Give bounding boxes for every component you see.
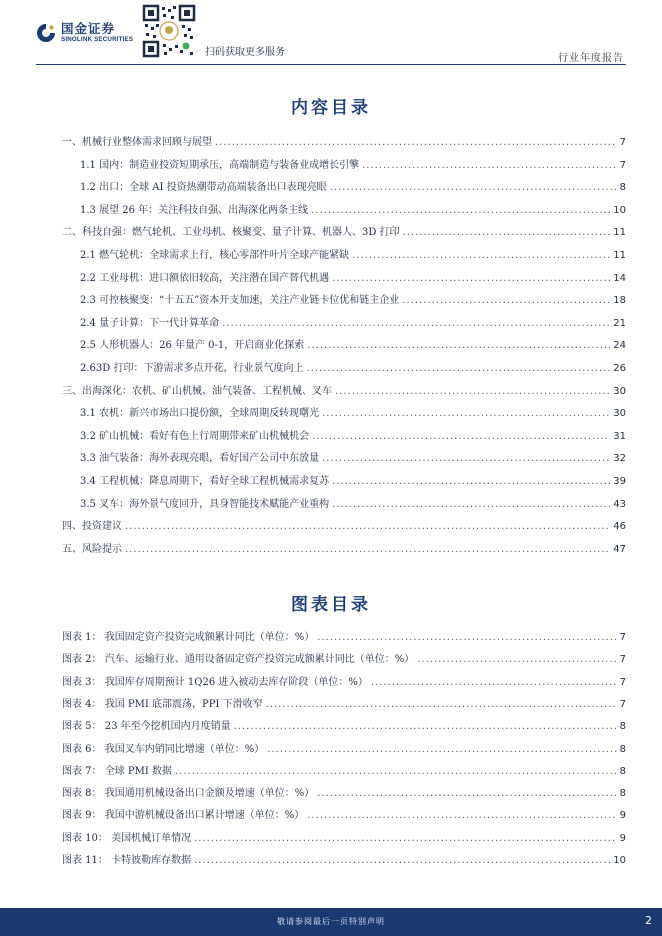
toc-leader-dots [322,408,610,419]
toc-entry-page: 24 [613,340,626,352]
toc-entry[interactable] [62,695,626,711]
toc-entry-label: 3.5 叉车：海外景气度回升，具身智能技术赋能产业重构 [80,498,330,510]
toc-entry-page: 11 [613,250,626,261]
toc-entry-page: 7 [619,137,626,148]
toc-entry-label: 图表 5： 23 年至今挖机国内月度销量 [62,721,231,733]
toc-entry-page: 39 [613,476,626,487]
toc-entry-label: 图表 11： 卡特彼勒库存数据 [62,855,192,866]
toc-entry[interactable] [80,246,626,262]
toc-leader-dots [194,855,610,866]
toc-entry-label: 3.3 油气装备：海外表现亮眼，看好国产公司中东放量 [80,453,320,465]
toc-entry[interactable] [62,673,626,689]
toc-entry-page: 7 [619,654,626,666]
toc-entry-label: 1.3 展望 26 年：关注科技自强、出海深化两条主线 [80,204,309,216]
toc-leader-dots [417,654,616,665]
toc-entry-label: 四、投资建议 [62,521,122,533]
toc-leader-dots [317,788,616,799]
toc-leader-dots [362,160,617,171]
toc-entry-page: 47 [613,543,626,555]
toc-entry-label: 2.2 工业母机：进口额依旧较高，关注潜在国产替代机遇 [80,272,330,284]
toc-entry[interactable] [80,291,626,307]
toc-leader-dots [332,273,610,284]
toc-leader-dots [307,340,610,351]
toc-entry-page: 7 [619,159,626,171]
toc-entry[interactable] [62,806,626,822]
toc-entry[interactable] [80,178,626,194]
toc-entry-label: 图表 10： 美国机械订单情况 [62,832,192,844]
toc-entry[interactable] [62,382,626,398]
logo-mark-icon [36,23,56,43]
toc-entry-page: 7 [619,632,626,643]
toc-leader-dots [335,386,610,397]
scan-for-services-label: 扫码获取更多服务 [205,47,285,58]
toc-entry[interactable] [80,495,626,511]
toc-entry-label: 图表 4： 我国 PMI 底部震荡，PPI 下滑收窄 [62,698,263,710]
toc-entry[interactable] [62,223,626,239]
header-divider [36,64,626,65]
toc-entry-page: 10 [613,855,626,866]
toc-leader-dots [311,205,610,216]
toc-entry-label: 3.2 矿山机械：看好有色上行周期带来矿山机械机会 [80,430,310,442]
toc-entry[interactable] [80,314,626,330]
toc-entry-page: 18 [613,295,626,307]
toc-entry-label: 三、出海深化：农机、矿山机械、油气装备、工程机械、叉车 [62,385,332,397]
toc-entry-page: 7 [619,698,626,710]
toc-entry-page: 7 [619,676,626,688]
page-header [0,0,662,66]
toc-entry[interactable] [62,829,626,845]
toc-entry-page: 8 [619,721,626,733]
page-number: 2 [645,914,652,927]
toc-entry[interactable] [62,517,626,533]
toc-entry[interactable] [80,201,626,217]
toc-entry[interactable] [80,404,626,420]
toc-entry-label: 图表 3： 我国库存周期预计 1Q26 进入被动去库存阶段（单位：%） [62,676,368,688]
toc-entry[interactable] [80,336,626,352]
toc-entry-label: 图表 6： 我国叉车内销同比增速（单位：%） [62,743,265,755]
toc-leader-dots [222,318,610,329]
toc-leader-dots [403,227,611,238]
toc-entry-page: 26 [613,363,626,374]
toc-entry-page: 8 [619,182,626,194]
toc-leader-dots [352,250,610,261]
toc-leader-dots [322,453,610,464]
toc-entry[interactable] [62,784,626,800]
toc-entry[interactable] [80,269,626,285]
footer-disclaimer: 敬请参阅最后一页特别声明 [277,917,385,926]
report-type-label: 行业年度报告 [558,53,624,64]
toc-entry[interactable] [62,851,626,867]
toc-leader-dots [330,182,617,193]
company-logo [36,22,133,44]
toc-entry[interactable] [62,650,626,666]
toc-entry-label: 图表 1： 我国固定资产投资完成额累计同比（单位：%） [62,632,315,643]
toc-entry-label: 图表 8： 我国通用机械设备出口金额及增速（单位：%） [62,788,315,800]
toc-entry-label: 图表 9： 我国中游机械设备出口累计增速（单位：%） [62,810,305,822]
toc-leader-dots [306,363,610,374]
toc-entry[interactable] [62,628,626,644]
toc-entry[interactable] [80,449,626,465]
toc-entry[interactable] [62,717,626,733]
toc-entry[interactable] [62,540,626,556]
toc-entry[interactable] [62,762,626,778]
figures-title: 图表目录 [291,595,371,615]
toc-entry-page: 9 [619,832,626,844]
toc-entry-label: 1.2 出口：全球 AI 投资热潮带动高端装备出口表现亮眼 [80,182,327,194]
toc-leader-dots [332,499,610,510]
logo-name-cn: 国金证券 [61,21,116,36]
toc-entry-page: 21 [613,317,626,329]
toc-entry-page: 14 [613,272,626,284]
toc-leader-dots [125,544,610,555]
toc-entry-label: 图表 2： 汽车、运输行业、通用设备固定资产投资完成额累计同比（单位：%） [62,654,415,666]
toc-entry[interactable] [80,472,626,488]
qr-code-icon[interactable] [142,4,196,58]
toc-entry-page: 32 [613,453,626,465]
toc-entry[interactable] [80,359,626,375]
toc-leader-dots [332,476,610,487]
toc-entry-label: 五、风险提示 [62,543,122,555]
toc-entry-page: 8 [619,743,626,755]
toc-entry-label: 2.1 燃气轮机：全球需求上行，核心零部件叶片全球产能紧缺 [80,250,350,261]
toc-entry-label: 2.5 人形机器人：26 年量产 0-1，开启商业化探索 [80,340,305,352]
toc-entry[interactable] [62,740,626,756]
toc-entry-label: 2.4 量子计算：下一代计算革命 [80,317,220,329]
toc-entry-page: 10 [613,204,626,216]
toc-leader-dots [267,744,616,755]
toc-leader-dots [194,833,617,844]
toc-entry-label: 1.1 国内：制造业投资短期承压，高端制造与装备业成增长引擎 [80,159,360,171]
toc-entry[interactable] [80,156,626,172]
toc-leader-dots [266,699,617,710]
toc-entry-label: 3.1 农机：新兴市场出口提份额，全球周期反转现曙光 [80,408,320,420]
toc-leader-dots [312,431,610,442]
toc-leader-dots [317,632,616,643]
toc-leader-dots [402,295,610,306]
toc-leader-dots [371,677,617,688]
toc-entry-page: 30 [613,408,626,420]
toc-entry-label: 3.4 工程机械：降息周期下，看好全球工程机械需求复苏 [80,476,330,487]
toc-leader-dots [307,810,616,821]
toc-entry-page: 46 [613,521,626,533]
toc-entry-page: 9 [619,810,626,822]
toc-entry-label: 二、科技自强：燃气轮机、工业母机、核聚变、量子计算、机器人、3D 打印 [62,227,400,239]
toc-entry[interactable] [62,133,626,149]
toc-entry-page: 30 [613,385,626,397]
toc-leader-dots [215,137,617,148]
toc-entry-page: 11 [613,227,626,239]
contents-title: 内容目录 [291,98,371,118]
toc-entry-label: 一、机械行业整体需求回顾与展望 [62,137,212,148]
toc-entry-page: 8 [619,788,626,800]
toc-entry-page: 31 [613,430,626,442]
toc-entry[interactable] [80,427,626,443]
toc-leader-dots [125,521,610,532]
page-footer [0,908,662,936]
toc-leader-dots [175,766,617,777]
toc-entry-label: 2.3 可控核聚变：“十五五”资本开支加速，关注产业链卡位优和链主企业 [80,295,400,307]
toc-entry-label: 2.63D 打印：下游需求多点开花，行业景气度向上 [80,363,304,374]
toc-entry-page: 8 [619,765,626,777]
toc-leader-dots [234,721,617,732]
toc-entry-label: 图表 7： 全球 PMI 数据 [62,765,172,777]
toc-entry-page: 43 [613,498,626,510]
logo-name-en: SINOLINK SECURITIES [61,36,134,43]
